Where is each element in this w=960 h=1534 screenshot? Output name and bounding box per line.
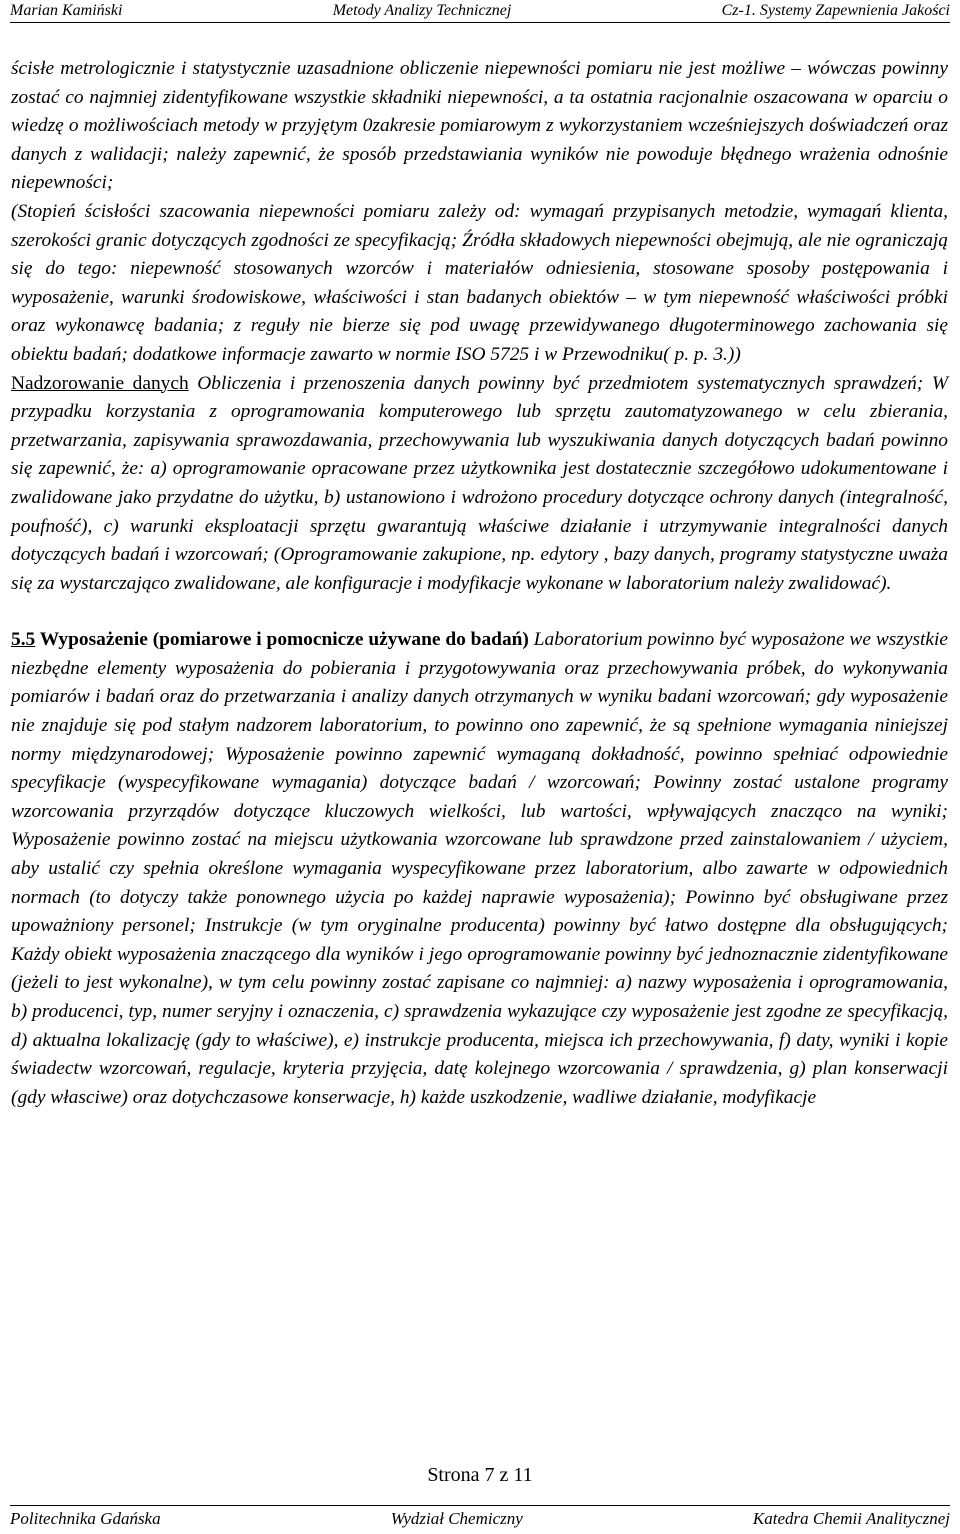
page-number: Strona 7 z 11 bbox=[427, 1464, 533, 1486]
paragraph-uncertainty-note: (Stopień ścisłości szacowania niepewności pomiaru zależy od: wymagań przypisanych metodzie, wymagań klienta, szerokości granic dotyczących zgodności ze specyfikacją; Źródła składowych niepewności obejmują, ale nie ograniczają się do tego: niepewność stosowanych wzorców i materiałów odniesienia, stosowane sposoby postępowania i wyposażenie, warunki środowiskowe, właściwości i stan badanych obiektów – w tym niepewność właściwości próbki oraz wykonawcę badania; z reguły nie bierze się pod uwagę przewidywanego długoterminowego zachowania się obiektu badań; dodatkowe informacje zawarto w normie ISO 5725 i w Przewodniku( p. p. 3.)) bbox=[11, 200, 948, 365]
paragraph-data-control bbox=[11, 370, 948, 599]
section-number: 5.5 bbox=[11, 629, 36, 651]
paragraph-uncertainty: ścisłe metrologicznie i statystycznie uzasadnione obliczenie niepewności pomiaru nie jest możliwe – wówczas powinny zostać co najmniej zidentyfikowane wszystkie składniki niepewności, a ta ostatnia racjonalnie oszacowana w oparciu o wiedzę o możliwościach metody w przyjętym 0zakresie pomiarowym z wykorzystaniem wcześniejszych doświadczeń oraz danych z walidacji; należy zapewnić, że sposób przedstawiania wyników nie powoduje błędnego wrażenia odnośnie niepewności; bbox=[11, 58, 948, 194]
footer-department: Katedra Chemii Analitycznej bbox=[752, 1509, 950, 1528]
document-body bbox=[11, 55, 948, 1112]
footer-faculty: Wydział Chemiczny bbox=[390, 1509, 523, 1528]
footer-university: Politechnika Gdańska bbox=[10, 1509, 161, 1528]
data-control-text: Obliczenia i przenoszenia danych powinny być przedmiotem systematycznych sprawdzeń; W przypadku korzystania z oprogramowania komputerowego lub sprzętu zautomatyzowanego w celu zbierania, przetwarzania, zapisywania sprawozdawania, przechowywania lub wyszukiwania danych dotyczących badań powinno się zapewnić, że: a) oprogramowanie opracowane przez użytkownika jest dostatecznie szczegółowo udokumentowane i zwalidowane jako przydatne do użytku, b) ustanowiono i wdrożono procedury dotyczące ochrony danych (integralność, poufność), c) warunki eksploatacji sprzętu gwarantują właściwe działanie i utrzymywanie integralności danych dotyczących badań i wzorcowań; (Oprogramowanie zakupione, np. edytory , bazy danych, programy statystyczne uważa się za wystarczająco zwalidowane, ale konfiguracje i modyfikacje wykonane w laboratorium należy zwalidować). bbox=[11, 372, 948, 594]
page-header bbox=[10, 0, 950, 23]
page-footer bbox=[10, 1505, 950, 1532]
header-part: Cz-1. Systemy Zapewnienia Jakości bbox=[721, 2, 950, 19]
header-author: Marian Kamiński bbox=[10, 2, 123, 19]
section-heading: Wyposażenie (pomiarowe i pomocnicze używane do badań) bbox=[35, 629, 529, 651]
header-course: Metody Analizy Technicznej bbox=[332, 2, 512, 19]
section-text: Laboratorium powinno być wyposażone we wszystkie niezbędne elementy wyposażenia do pobierania i przygotowywania oraz przechowywania próbek, do wykonywania pomiarów i badań oraz do przetwarzania i analizy danych otrzymanych w wyniku badani wzorcowań; gdy wyposażenie nie znajduje się pod stałym nadzorem laboratorium, to powinno ono zapewnić, że są spełnione wymagania niniejszej normy międzynarodowej; Wyposażenie powinno zapewnić wymaganą dokładność, powinno spełniać odpowiednie specyfikacje (wyspecyfikowane wymagania) dotyczące badań / wzorcowań; Powinny zostać ustalone programy wzorcowania przyrządów dotyczące kluczowych wielkości, lub wartości, wpływających znacząco na wyniki; Wyposażenie powinno zostać na miejscu użytkowania wzorcowane lub sprawdzone przed zainstalowaniem / użyciem, aby ustalić czy spełnia określone wymagania wyspecyfikowane przez laboratorium, albo zawarte w odpowiednich normach (to dotyczy także ponownego użycia po każdej naprawie wyposażenia); Powinno być obsługiwane przez upoważniony personel; Instrukcje (w tym oryginalne producenta) powinny być łatwo dostępne dla obsługujących; Każdy obiekt wyposażenia znaczącego dla wyników i jego oprogramowanie powinny być jednoznacznie zidentyfikowane (jeżeli to jest wykonalne), w tym celu powinny zostać zapisane co najmniej: a) nazwy wyposażenia i oprogramowania, b) producenci, typ, numer seryjny i oznaczenia, c) sprawdzenia wykazujące czy wyposażenie jest zgodne ze specyfikacją, d) aktualna lokalizację (gdy to właściwe), e) instrukcje producenta, miejsca ich przechowywania, f) daty, wyniki i kopie świadectw wzorcowań, regulacje, kryteria przyjęcia, datę kolejnego wzorcowania / sprawdzenia, g) plan konserwacji (gdy własciwe) oraz dotychczasowe konserwacje, h) każde uszkodzenie, wadliwe działanie, modyfikacje bbox=[11, 629, 948, 1108]
section-5-5 bbox=[11, 626, 948, 1112]
data-control-heading: Nadzorowanie danych bbox=[11, 372, 189, 394]
